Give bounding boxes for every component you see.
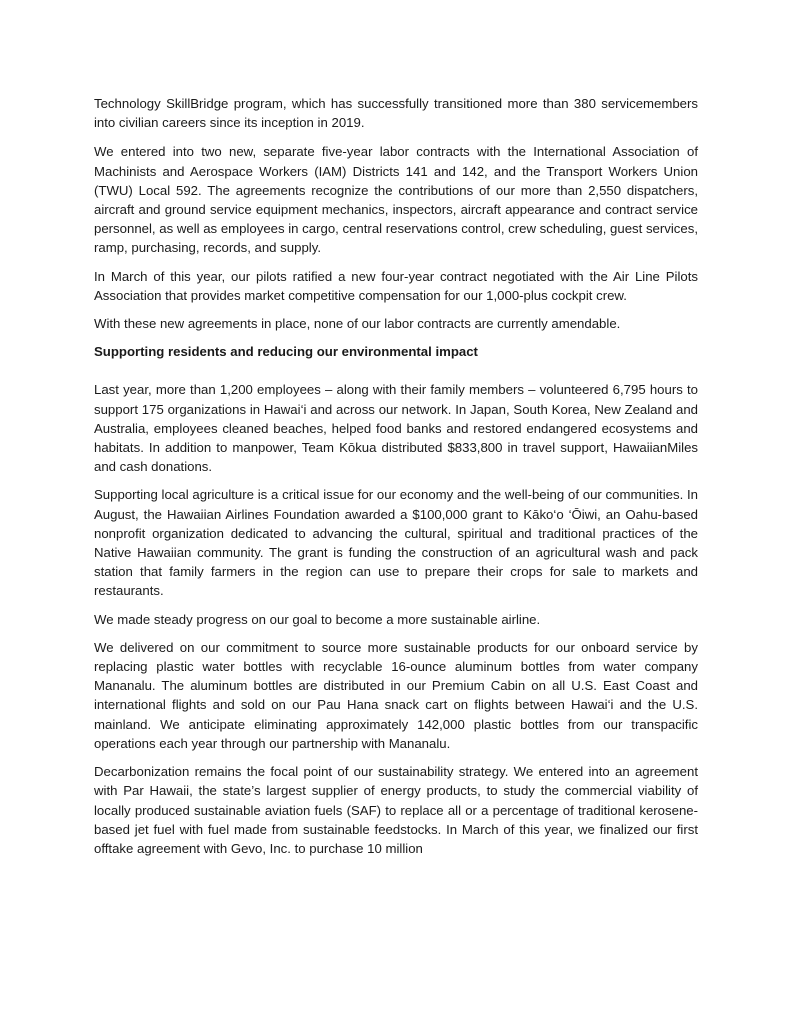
paragraph-agriculture: Supporting local agriculture is a critical issue for our economy and the well-being of our communities. In August, the Hawaiian Airlines Foundation awarded a $100,000 grant to Kāko‘o ‘Ōiwi, an Oahu-based nonprofit organization dedicated to advancing the cultural, spiritual and traditional practices of the Native Hawaiian community. The grant is funding the construction of an agricultural wash and pack station that family farmers in the region can use to prepare their crops for sale to markets and restaurants.	[94, 487, 698, 599]
paragraph-aluminum-bottles: We delivered on our commitment to source more sustainable products for our onboard service by replacing plastic water bottles with recyclable 16-ounce aluminum bottles from water company Mananalu. The aluminum bottles are distributed in our Premium Cabin on all U.S. East Coast and international flights and sold on our Pau Hana snack cart on flights between Hawai‘i and the U.S. mainland. We anticipate eliminating approximately 142,000 plastic bottles from our transpacific operations each year through our partnership with Mananalu.	[94, 639, 698, 751]
paragraph-agreements-in-place: With these new agreements in place, none of our labor contracts are currently amendable.	[94, 316, 621, 332]
paragraph-sustainability-goal: We made steady progress on our goal to become a more sustainable airline.	[94, 611, 541, 627]
document-body	[94, 94, 698, 867]
paragraph-skillbridge: Technology SkillBridge program, which has successfully transitioned more than 380 servicemembers into civilian careers since its inception in 2019.	[94, 96, 698, 131]
section-heading: Supporting residents and reducing our environmental impact	[94, 344, 478, 360]
paragraph-labor-contracts: We entered into two new, separate five-year labor contracts with the International Association of Machinists and Aerospace Workers (IAM) Districts 141 and 142, and the Transport Workers Union (TWU) Local 592. The agreements recognize the contributions of our more than 2,550 dispatchers, aircraft and ground service equipment mechanics, inspectors, aircraft appearance and contract service personnel, as well as employees in cargo, central reservations control, crew scheduling, guest services, ramp, purchasing, records, and supply.	[94, 144, 698, 256]
paragraph-decarbonization: Decarbonization remains the focal point of our sustainability strategy. We entered into an agreement with Par Hawaii, the state’s largest supplier of energy products, to study the commercial viability of locally produced sustainable aviation fuels (SAF) to replace all or a percentage of traditional kerosene-based jet fuel with fuel made from sustainable feedstocks. In March of this year, we finalized our first offtake agreement with Gevo, Inc. to purchase 10 million	[94, 764, 698, 856]
paragraph-volunteering: Last year, more than 1,200 employees – along with their family members – volunteered 6,795 hours to support 175 organizations in Hawai‘i and across our network. In Japan, South Korea, New Zealand and Australia, employees cleaned beaches, helped food banks and restored endangered ecosystems and habitats. In addition to manpower, Team Kōkua distributed $833,800 in travel support, HawaiianMiles and cash donations.	[94, 382, 698, 475]
paragraph-pilots-contract: In March of this year, our pilots ratified a new four-year contract negotiated with the Air Line Pilots Association that provides market competitive compensation for our 1,000-plus cockpit crew.	[94, 268, 698, 303]
